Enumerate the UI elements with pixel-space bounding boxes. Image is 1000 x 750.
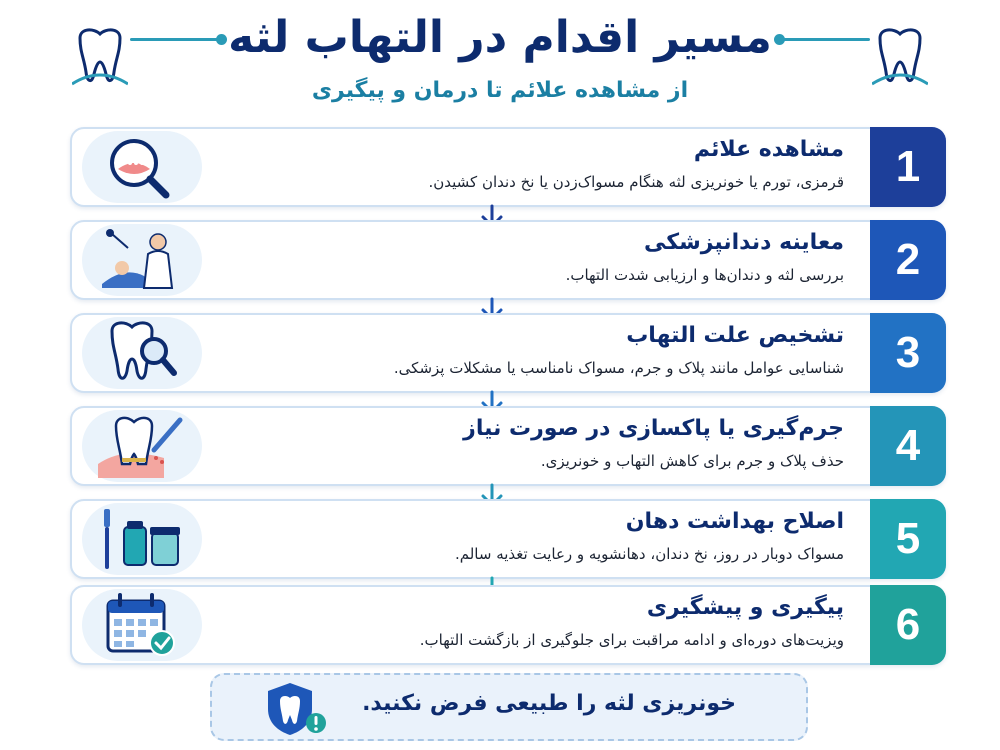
step-number: 1 [870,127,946,207]
page-title: مسیر اقدام در التهاب لثه [228,12,772,63]
step-title: جرم‌گیری یا پاکسازی در صورت نیاز [463,416,844,441]
step-description: شناسایی عوامل مانند پلاک و جرم، مسواک نامناسب یا مشکلات پزشکی. [393,359,844,377]
icon-circle [82,410,202,482]
icon-circle [82,589,202,661]
step-2 [70,220,946,300]
step-number: 4 [870,406,946,486]
step-title: تشخیص علت التهاب [626,323,844,348]
step-4 [70,406,946,486]
tooth-magnifier-icon [94,319,190,387]
step-number: 2 [870,220,946,300]
step-description: ویزیت‌های دوره‌ای و ادامه مراقبت برای جلوگیری از بازگشت التهاب. [419,631,844,649]
step-title: اصلاح بهداشت دهان [625,509,844,534]
page-subtitle: از مشاهده علائم تا درمان و پیگیری [311,78,689,103]
step-title: مشاهده علائم [693,137,844,162]
calendar-check-icon [94,591,190,659]
icon-circle [82,317,202,389]
step-6 [70,585,946,665]
step-description: بررسی لثه و دندان‌ها و ارزیابی شدت التهاب. [565,266,844,284]
step-3 [70,313,946,393]
shield-tooth-warning-icon [260,679,332,739]
oral-hygiene-icon [94,505,190,573]
step-title: معاینه دندانپزشکی [644,230,844,255]
step-1 [70,127,946,207]
scaling-tool-icon [94,412,190,480]
icon-circle [82,131,202,203]
step-5 [70,499,946,579]
icon-circle [82,503,202,575]
step-number: 6 [870,585,946,665]
step-title: پیگیری و پیشگیری [646,595,844,620]
step-description: قرمزی، تورم یا خونریزی لثه هنگام مسواک‌زدن یا نخ دندان کشیدن. [428,173,844,191]
step-description: حذف پلاک و جرم برای کاهش التهاب و خونریزی. [540,452,844,470]
warning-callout [210,673,808,741]
header [0,0,1000,120]
icon-circle [82,224,202,296]
step-number: 3 [870,313,946,393]
dentist-patient-icon [94,226,190,294]
step-number: 5 [870,499,946,579]
magnifier-gum-icon [94,133,190,201]
warning-text: خونریزی لثه را طبیعی فرض نکنید. [362,691,736,716]
step-description: مسواک دوبار در روز، نخ دندان، دهانشویه و رعایت تغذیه سالم. [454,545,844,563]
